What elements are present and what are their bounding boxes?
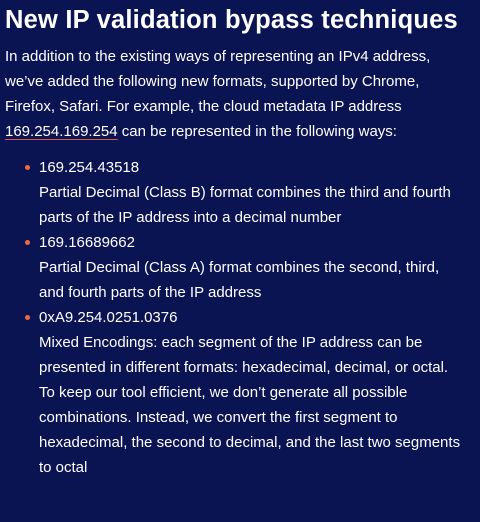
example-ip: 169.254.43518 bbox=[39, 159, 140, 176]
bullet-icon bbox=[25, 315, 30, 320]
list-item bbox=[25, 230, 472, 305]
intro-paragraph bbox=[5, 44, 471, 144]
technique-list bbox=[5, 155, 472, 480]
technique-description: Partial Decimal (Class A) format combines the second, third, and fourth parts of the IP address bbox=[39, 259, 440, 301]
list-item bbox=[25, 305, 472, 480]
list-item bbox=[25, 155, 472, 230]
intro-text-end: can be represented in the following ways: bbox=[117, 123, 397, 140]
metadata-ip-link[interactable]: 169.254.169.254 bbox=[5, 123, 118, 140]
bullet-icon bbox=[25, 240, 30, 245]
example-ip: 169.16689662 bbox=[39, 234, 135, 251]
example-ip: 0xA9.254.0251.0376 bbox=[39, 309, 178, 326]
technique-description: Mixed Encodings: each segment of the IP address can be presented in different formats: hexadecimal, decimal, or octal. To keep our tool efficient, we don’t generate all possible combinations. Instead, we convert the first segment to hexadecimal, the second to decimal, and the last two segments to octal bbox=[39, 334, 461, 476]
article-title: New IP validation bypass techniques bbox=[5, 6, 458, 34]
intro-text: In addition to the existing ways of representing an IPv4 address, we’ve added the following new formats, supported by Chrome, Firefox, Safari. For example, the cloud metadata IP address bbox=[5, 48, 431, 115]
technique-description: Partial Decimal (Class B) format combines the third and fourth parts of the IP address into a decimal number bbox=[39, 184, 451, 226]
bullet-icon bbox=[25, 165, 30, 170]
